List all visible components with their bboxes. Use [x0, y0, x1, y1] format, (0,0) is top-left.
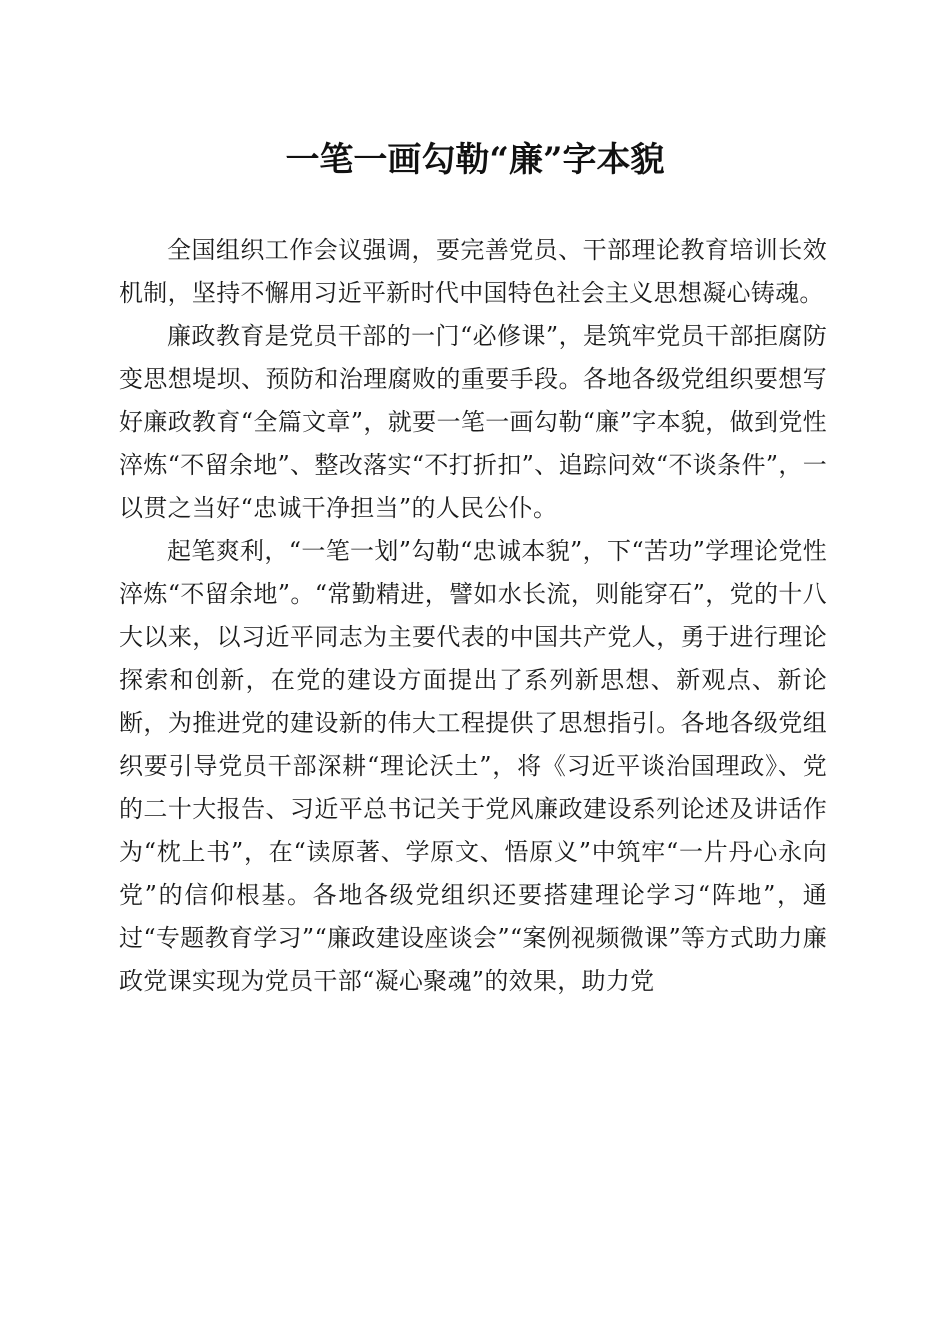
paragraph-3: 起笔爽利，“一笔一划”勾勒“忠诚本貌”，下“苦功”学理论党性淬炼“不留余地”。“常勤精进，譬如水长流，则能穿石”，党的十八大以来，以习近平同志为主要代表的中国共产党人，勇于进行理论探索和创新，在党的建设方面提出了系列新思想、新观点、新论断，为推进党的建设新的伟大工程提供了思想指引。各地各级党组织要引导党员干部深耕“理论沃土”，将《习近平谈治国理政》、党的二十大报告、习近平总书记关于党风廉政建设系列论述及讲话作为“枕上书”，在“读原著、学原文、悟原义”中筑牢“一片丹心永向党”的信仰根基。各地各级党组织还要搭建理论学习“阵地”，通过“专题教育学习”“廉政建设座谈会”“案例视频微课”等方式助力廉政党课实现为党员干部“凝心聚魂”的效果，助力党	[119, 537, 827, 995]
paragraph-1: 全国组织工作会议强调，要完善党员、干部理论教育培训长效机制，坚持不懈用习近平新时代中国特色社会主义思想凝心铸魂。	[119, 236, 827, 307]
paragraph-2: 廉政教育是党员干部的一门“必修课”，是筑牢党员干部拒腐防变思想堤坝、预防和治理腐败的重要手段。各地各级党组织要想写好廉政教育“全篇文章”，就要一笔一画勾勒“廉”字本貌，做到党性淬炼“不留余地”、整改落实“不打折扣”、追踪问效“不谈条件”，一以贯之当好“忠诚干净担当”的人民公仆。	[119, 322, 827, 522]
document-title: 一笔一画勾勒“廉”字本貌	[285, 140, 665, 180]
document-body	[119, 229, 827, 1003]
